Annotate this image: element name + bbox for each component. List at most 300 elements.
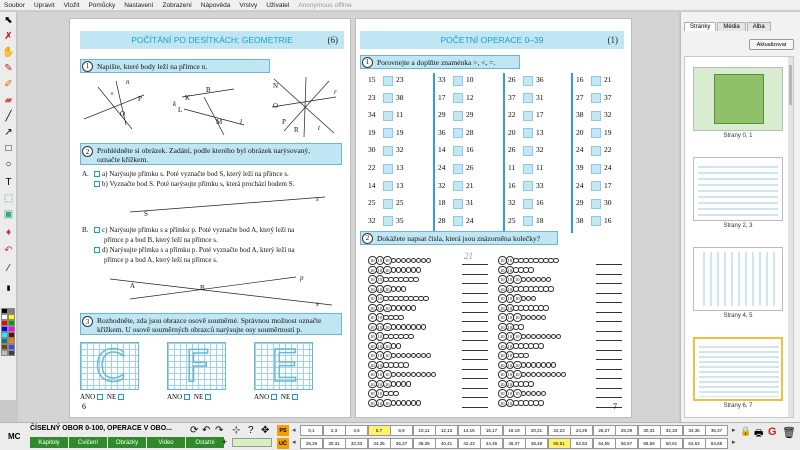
sign-input-box[interactable] [591,181,601,191]
menu-item[interactable]: Vložit [63,1,80,9]
ellipse-icon[interactable]: ○ [5,158,12,170]
sign-input-box[interactable] [383,199,393,209]
ten-coin: 10 [377,353,382,358]
ten-coin: 10 [515,362,520,368]
page-link[interactable]: 16,17 [480,425,503,436]
sign-input-box[interactable] [453,93,463,103]
sign-input-box[interactable] [453,146,463,156]
ten-coin: 10 [385,381,390,387]
menu-item[interactable]: Nastavení [124,1,154,9]
option-a2[interactable] [92,179,294,189]
compare-number: 22 [368,163,376,172]
compare-number: 16 [508,180,516,190]
answer-line[interactable] [596,369,622,370]
other-button[interactable]: Ostatní [186,437,224,448]
answer-line[interactable] [596,378,622,379]
ne-label: NE [193,393,204,401]
page-link[interactable]: 42,43 [458,438,481,449]
color-swatch[interactable] [1,350,8,356]
printer-icon[interactable]: 🖶 [754,428,764,439]
checkbox[interactable] [94,171,100,177]
compare-number: 33 [438,75,446,84]
compare-number: 32 [438,180,446,190]
answer-line[interactable] [462,340,488,341]
compare-number: 13 [536,127,544,137]
undo-icon[interactable]: ↶ [202,425,211,436]
option-b2-text: d) Narýsujte přímku s a přímku p. Poté vyznačte bod A, který leží na [102,246,295,254]
tens-row [498,342,543,351]
one-coin [393,391,399,397]
sign-input-box[interactable] [591,76,601,86]
page-link[interactable]: 12,13 [435,425,458,436]
thumbnail-pages-0-1[interactable] [693,67,783,131]
color-swatch[interactable] [8,350,15,356]
page-header [360,31,624,49]
ten-coin: 10 [385,353,390,358]
answer-line[interactable] [596,350,622,351]
one-coin [551,362,557,368]
ten-coin: 10 [507,277,512,282]
compare-number: 11 [508,163,516,172]
compare-number: 35 [396,215,404,225]
one-coin [561,372,567,378]
undo-icon[interactable]: ↶ [4,244,13,256]
compare-number: 32 [508,198,516,208]
ten-coin: 10 [370,343,375,349]
page-link[interactable]: 44,45 [480,438,503,449]
thumbnail-pages-2-3[interactable] [693,157,783,221]
ten-coin: 10 [500,353,505,358]
line-s-figure [130,195,330,217]
task-1-bar [80,59,270,73]
page-header-title: POČETNÍ OPERACE 0–39 [440,35,544,45]
one-coin [538,400,544,406]
color-palette[interactable] [1,308,15,356]
ten-coin: 10 [377,286,382,292]
page-preview [699,343,779,397]
compare-number: 18 [536,215,544,225]
menu-item[interactable]: Soubor [4,1,25,9]
answer-line[interactable] [596,397,622,398]
answer-line[interactable] [462,388,488,389]
page-link[interactable]: 36,37 [705,425,728,436]
page-link[interactable]: 6,7 [368,425,391,436]
sign-input-box[interactable] [383,146,393,156]
page-link[interactable]: 34,35 [368,438,391,449]
document-view [18,12,679,422]
chapters-button[interactable]: Kapitoly [30,437,68,448]
checkbox[interactable] [205,394,211,400]
sign-input-box[interactable] [453,164,463,174]
answer-line[interactable] [462,350,488,351]
ten-coin: 10 [370,362,375,368]
answer-line[interactable] [596,340,622,341]
answer-line[interactable] [596,321,622,322]
page-link[interactable]: 14,15 [458,425,481,436]
one-coin [423,296,429,302]
option-a-label: A. [82,170,89,178]
answer-line[interactable] [596,407,622,408]
tens-row [368,399,421,408]
ten-coin: 10 [385,343,390,349]
help-icon[interactable]: ? [248,425,254,436]
ano-label: ANO [80,393,96,401]
checkbox[interactable] [271,394,277,400]
tens-row [368,323,426,332]
answer-line[interactable] [462,264,488,265]
sign-input-box[interactable] [453,76,463,86]
ten-coin: 10 [377,381,382,387]
compare-number: 34 [368,110,376,120]
sign-input-box[interactable] [453,181,463,191]
page-link[interactable]: 24,25 [570,425,593,436]
page-link[interactable]: 48,49 [525,438,548,449]
tens-row [368,256,431,265]
hand-icon[interactable]: ✋ [2,46,15,58]
compare-number: 25 [508,215,516,225]
prev-arrow-icon[interactable]: ◂ [292,427,296,434]
pipette-icon[interactable]: ⁄ [7,262,10,274]
sign-input-box[interactable] [453,199,463,209]
ten-coin: 10 [385,286,390,292]
letter-grid-3 [254,342,313,390]
ten-coin: 10 [370,353,375,358]
page-link[interactable]: 64,65 [705,438,728,449]
sign-input-box[interactable] [383,216,393,226]
ten-coin: 10 [370,381,375,387]
page-link[interactable]: 56,57 [615,438,638,449]
fig-label: N [273,82,279,90]
page-number: 6 [82,402,86,411]
option-b1[interactable] [92,225,294,235]
scroll-thumb[interactable] [789,65,792,105]
cursor-icon[interactable]: ⬉ [4,14,13,26]
exercises-button[interactable]: Cvičení [69,437,107,448]
compare-number: 31 [536,92,544,102]
uc-label: UČ [277,438,289,449]
tab-albums[interactable]: Alba [747,22,771,31]
option-a1[interactable] [92,169,289,179]
page-link[interactable]: 30,31 [638,425,661,436]
ten-coin: 10 [500,362,505,368]
sign-input-box[interactable] [591,216,601,226]
ten-coin: 10 [507,286,512,292]
tens-row [498,294,536,303]
sign-input-box[interactable] [453,216,463,226]
ten-coin: 10 [507,372,512,377]
bottom-bar [0,422,800,450]
video-button[interactable]: Video [147,437,185,448]
answer-line[interactable] [462,407,488,408]
ten-coin: 10 [370,277,375,282]
one-coin [421,324,427,330]
ten-coin: 10 [385,258,390,263]
g-icon[interactable]: G [768,426,777,438]
image-icon[interactable]: ▣ [3,208,14,220]
sign-input-box[interactable] [523,181,533,191]
sign-input-box[interactable] [523,199,533,209]
menu-item[interactable]: Upravit [33,1,55,9]
compare-number: 10 [466,75,474,84]
tens-row [368,304,416,313]
next-arrow-icon[interactable]: ▸ [732,439,736,446]
tens-row [498,351,528,360]
sign-input-box[interactable] [383,76,393,86]
sign-input-box[interactable] [523,111,533,121]
ten-coin: 10 [500,267,505,273]
answer-line[interactable] [462,274,488,275]
tab-media[interactable]: Média [717,22,745,31]
page-link[interactable]: 26,27 [593,425,616,436]
page-link[interactable]: 32,33 [345,438,368,449]
sign-input-box[interactable] [591,128,601,138]
page-link[interactable]: 4,5 [345,425,368,436]
ne-label: NE [280,393,291,401]
ten-coin: 10 [500,391,505,396]
eraser-icon[interactable]: ▰ [4,94,13,106]
stamp-icon[interactable]: ♦ [5,226,12,238]
sign-input-box[interactable] [523,216,533,226]
pages-panel [680,12,800,422]
checkbox[interactable] [118,394,124,400]
page-link[interactable]: 2,3 [323,425,346,436]
letter-grid-2 [167,342,226,390]
ten-coin: 10 [500,372,505,377]
menu-item[interactable]: Vrstvy [239,1,258,9]
answer-line[interactable] [596,331,622,332]
thumbnail-pages-6-7[interactable] [693,337,783,401]
page-link[interactable]: 54,55 [593,438,616,449]
one-coin [426,353,432,359]
next-arrow-icon[interactable]: ▸ [732,427,736,434]
ten-coin: 10 [507,400,512,406]
sign-input-box[interactable] [383,128,393,138]
one-coin [531,296,537,302]
sign-input-box[interactable] [591,146,601,156]
page-link[interactable]: 60,61 [660,438,683,449]
compare-number: 25 [396,198,404,208]
grid-move-icon[interactable]: ⊹ [232,425,241,436]
sign-input-box[interactable] [453,111,463,121]
sign-input-box[interactable] [591,93,601,103]
one-coin [416,267,422,273]
select-icon[interactable]: ⬚ [3,192,14,204]
checkbox[interactable] [292,394,298,400]
checkbox[interactable] [94,227,100,233]
compare-number: 24 [576,145,584,155]
page-link[interactable]: 8,9 [390,425,413,436]
page-link[interactable]: 10,11 [413,425,436,436]
answer-line[interactable] [462,321,488,322]
fig-label: O [120,110,126,118]
tens-row [498,304,548,313]
page-link[interactable]: 36,37 [390,438,413,449]
page-header-title: POČÍTÁNÍ PO DESÍTKÁCH; GEOMETRIE [131,35,293,45]
answer-choice[interactable] [254,393,300,401]
one-coin [408,334,414,340]
checkbox[interactable] [94,247,100,253]
sign-input-box[interactable] [523,146,533,156]
line-width-icon[interactable]: ▮ [6,285,11,292]
page-link[interactable]: 50,51 [548,438,571,449]
sign-input-box[interactable] [383,164,393,174]
ten-coin: 10 [370,324,375,330]
option-b2[interactable] [92,245,295,255]
answer-line[interactable] [462,378,488,379]
marker-icon[interactable]: ✐ [4,78,13,90]
answer-line[interactable] [596,359,622,360]
menu-item[interactable]: Uživatel [266,1,290,9]
compare-number: 18 [438,198,446,208]
sign-input-box[interactable] [383,111,393,121]
column-separator [503,73,505,233]
sign-input-box[interactable] [523,128,533,138]
page-link[interactable]: 28,29 [300,438,323,449]
compare-number: 33 [536,180,544,190]
page-link[interactable]: 34,35 [683,425,706,436]
answer-line[interactable] [596,264,622,265]
answer-line[interactable] [596,312,622,313]
answer-line[interactable] [462,293,488,294]
tens-row [498,332,561,341]
ten-coin: 10 [377,400,382,406]
page-link[interactable]: 32,33 [660,425,683,436]
tens-row [368,380,411,389]
refresh-button[interactable]: Aktualizovat [749,39,794,50]
checkbox[interactable] [97,394,103,400]
menu-item[interactable]: Pomůcky [88,1,116,9]
compare-number: 37 [508,92,516,102]
sign-input-box[interactable] [591,164,601,174]
move-icon[interactable]: ✥ [261,425,270,436]
checkbox[interactable] [94,181,100,187]
compare-number: 38 [576,215,584,225]
checkbox[interactable] [184,394,190,400]
arrow-icon[interactable]: ↗ [4,126,13,138]
menu-item[interactable]: Nápověda [200,1,231,9]
menu-item[interactable]: Zobrazení [162,1,192,9]
add-icon[interactable]: + [222,437,228,447]
ten-coin: 10 [385,372,390,377]
ten-coin: 10 [515,372,520,377]
compare-number: 16 [466,145,474,155]
sign-input-box[interactable] [591,199,601,209]
answer-choice[interactable] [80,393,126,401]
text-icon[interactable]: T [5,176,12,188]
compare-number: 15 [368,75,376,84]
answer-line[interactable] [462,369,488,370]
answer-line[interactable] [596,274,622,275]
one-coin [518,324,524,330]
compare-number: 38 [396,92,404,102]
trash-icon[interactable]: 🗑 [782,427,796,439]
column-separator [571,73,573,233]
page-link[interactable]: 38,39 [413,438,436,449]
ten-coin: 10 [500,334,505,339]
compare-number: 28 [466,127,474,137]
lock-icon[interactable]: 🔒 [740,426,752,436]
answer-line[interactable] [462,359,488,360]
prev-arrow-icon[interactable]: ◂ [292,439,296,446]
answer-line[interactable] [462,302,488,303]
sign-input-box[interactable] [523,93,533,103]
one-coin [541,391,547,397]
compare-number: 39 [576,163,584,172]
page-link[interactable]: 18,19 [503,425,526,436]
one-coin [416,400,422,406]
thumbnail-pages-4-5[interactable] [693,247,783,311]
images-button[interactable]: Obrázky [108,437,146,448]
fig-label: R [294,126,299,134]
task-number: 2 [82,146,93,157]
compare-number: 30 [604,198,612,208]
tens-row [368,294,428,303]
sign-input-box[interactable] [523,164,533,174]
fig-label: B [206,86,211,94]
eraser-cross-icon[interactable]: ✗ [4,30,13,42]
answer-choice[interactable] [167,393,213,401]
page-link[interactable]: 28,29 [615,425,638,436]
tens-row [368,285,406,294]
answer-line[interactable] [462,283,488,284]
page-link[interactable]: 22,23 [548,425,571,436]
page-link[interactable]: 46,47 [503,438,526,449]
answer-line[interactable] [462,331,488,332]
thumbnail-scrollbar[interactable] [788,57,793,417]
answer-line[interactable] [462,312,488,313]
page-link[interactable]: 40,41 [435,438,458,449]
answer-line[interactable] [596,388,622,389]
answer-line[interactable] [596,293,622,294]
sign-input-box[interactable] [591,111,601,121]
tens-row [498,380,533,389]
answer-line[interactable] [596,283,622,284]
ten-coin: 10 [507,334,512,339]
tens-row [368,370,436,379]
navigation-buttons [30,437,228,448]
redo-icon[interactable]: ↷ [215,425,224,436]
sign-input-box[interactable] [383,181,393,191]
page-link[interactable]: 52,53 [570,438,593,449]
page-link[interactable]: 58,59 [638,438,661,449]
answer-line[interactable] [596,302,622,303]
tens-row [498,389,546,398]
tens-row [498,370,566,379]
page-link[interactable]: 0,1 [300,425,323,436]
answer-line[interactable] [462,397,488,398]
page-link[interactable]: 30,31 [323,438,346,449]
compare-number: 17 [604,180,612,190]
compare-number: 31 [466,198,474,208]
pencil-icon[interactable]: ✎ [4,62,13,74]
one-coin [411,305,417,311]
page-link[interactable]: 20,21 [525,425,548,436]
tab-pages[interactable]: Stránky [684,22,716,31]
sign-input-box[interactable] [453,128,463,138]
refresh-icon[interactable]: ⟳ [190,425,199,436]
sign-input-box[interactable] [383,93,393,103]
compare-number: 32 [368,215,376,225]
tens-row [368,342,401,351]
fig-label: A [130,282,136,290]
compare-number: 17 [438,92,446,102]
sign-input-box[interactable] [523,76,533,86]
rectangle-icon[interactable]: □ [5,142,12,154]
page-header-number: (6) [327,35,338,45]
page-link[interactable]: 62,63 [683,438,706,449]
line-icon[interactable]: ╱ [5,110,12,122]
fig-label: B [200,284,205,292]
